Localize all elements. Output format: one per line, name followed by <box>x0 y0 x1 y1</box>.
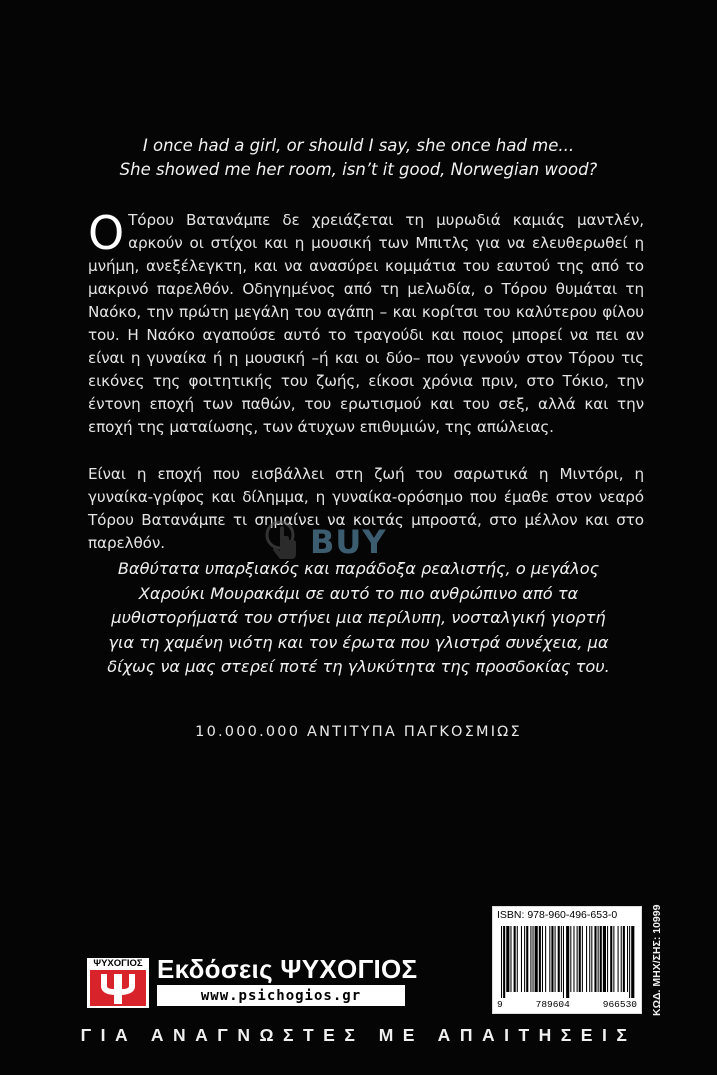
epigraph-line-2: She showed me her room, isn’t it good, Norwegian wood? <box>119 160 598 179</box>
isbn-barcode-box <box>492 906 642 1014</box>
author-blurb: Βαθύτατα υπαρξιακός και παράδοξα ρεαλιστής, ο μεγάλος Χαρούκι Μουρακάμι σε αυτό το πιο ανθρώπινο από τα μυθιστορήματά του στήνει μια περίλυπη, νοσταλγική γιορτή για τη χαμένη νιότη και τον έρωτα που γλιστρά συνέχεια, μα δίχως να μας στερεί ποτέ τη γλυκύτητα της προσδοκίας του. <box>107 559 610 676</box>
ean-digits <box>497 999 637 1010</box>
copies-sold: 10.000.000 ΑΝΤΙΤΥΠΑ ΠΑΓΚΟΣΜΙΩΣ <box>195 724 522 740</box>
isbn-label: ISBN: 978-960-496-653-0 <box>497 909 618 921</box>
ean-first-digit: 9 <box>497 999 503 1010</box>
synopsis-paragraph-1 <box>88 206 644 439</box>
synopsis-paragraph-1-text: Τόρου Βατανάμπε δε χρειάζεται τη μυρωδιά καμιάς μαντλέν, αρκούν οι στίχοι και η μουσική των Μπιτλς για να ελευθερωθεί η μνήμη, ανεξέλεγκτη, και να ανασύρει κομμάτια του εαυτού της από το μακρινό παρελθόν. Οδηγημένος από τη μελωδία, ο Τόρου θυμάται τη Ναόκο, την πρώτη μεγάλη του αγάπη – και κορίτσι του καλύτερου φίλου του. Η Ναόκο αγαπούσε αυτό το τραγούδι και ποιος μπορεί να πει αν είναι η γυναίκα ή η μουσική –ή και οι δύο– που γεννούν στον Τόρου τις εικόνες της φοιτητικής του ζωής, είκοσι χρόνια πριν, στο Τόκιο, την έντονη εποχή των παθών, του ερωτισμού και του σεξ, αλλά και την εποχή της ματαίωσης, των άτυχων επιθυμιών, της απώλειας. <box>88 211 644 436</box>
synopsis-paragraph-2: Είναι η εποχή που εισβάλλει στη ζωή του σαρωτικά η Μιντόρι, η γυναίκα-γρίφος και δίλημμα, η γυναίκα-ορόσημο που έμαθε στον νεαρό Τόρου Βατανάμπε τι σημαίνει να κοιτάς μπροστά, στο μέλλον και στο παρελθόν. <box>88 465 644 552</box>
product-code-text: ΚΩΔ. ΜΗΧ/ΣΗΣ: 10999 <box>651 904 663 1016</box>
publisher-url-box <box>157 985 405 1006</box>
drop-cap: O <box>88 206 125 260</box>
product-code <box>643 898 663 1016</box>
barcode <box>499 926 635 998</box>
publisher-motto: ΓΙΑ ΑΝΑΓΝΩΣΤΕΣ ΜΕ ΑΠΑΙΤΗΣΕΙΣ <box>80 1025 637 1045</box>
epigraph-line-1: I once had a girl, or should I say, she once had me... <box>142 136 575 155</box>
publisher-name: Εκδόσεις ΨΥΧΟΓΙΟΣ <box>157 954 418 984</box>
ean-group-2: 966530 <box>602 999 637 1010</box>
publisher-url: www.psichogios.gr <box>200 987 362 1004</box>
buy-text: BUY <box>310 523 387 561</box>
epigraph <box>40 134 677 182</box>
ean-group-1: 789604 <box>535 999 570 1010</box>
publisher-logo-label: ΨΥΧΟΓΙΟΣ <box>93 958 143 969</box>
